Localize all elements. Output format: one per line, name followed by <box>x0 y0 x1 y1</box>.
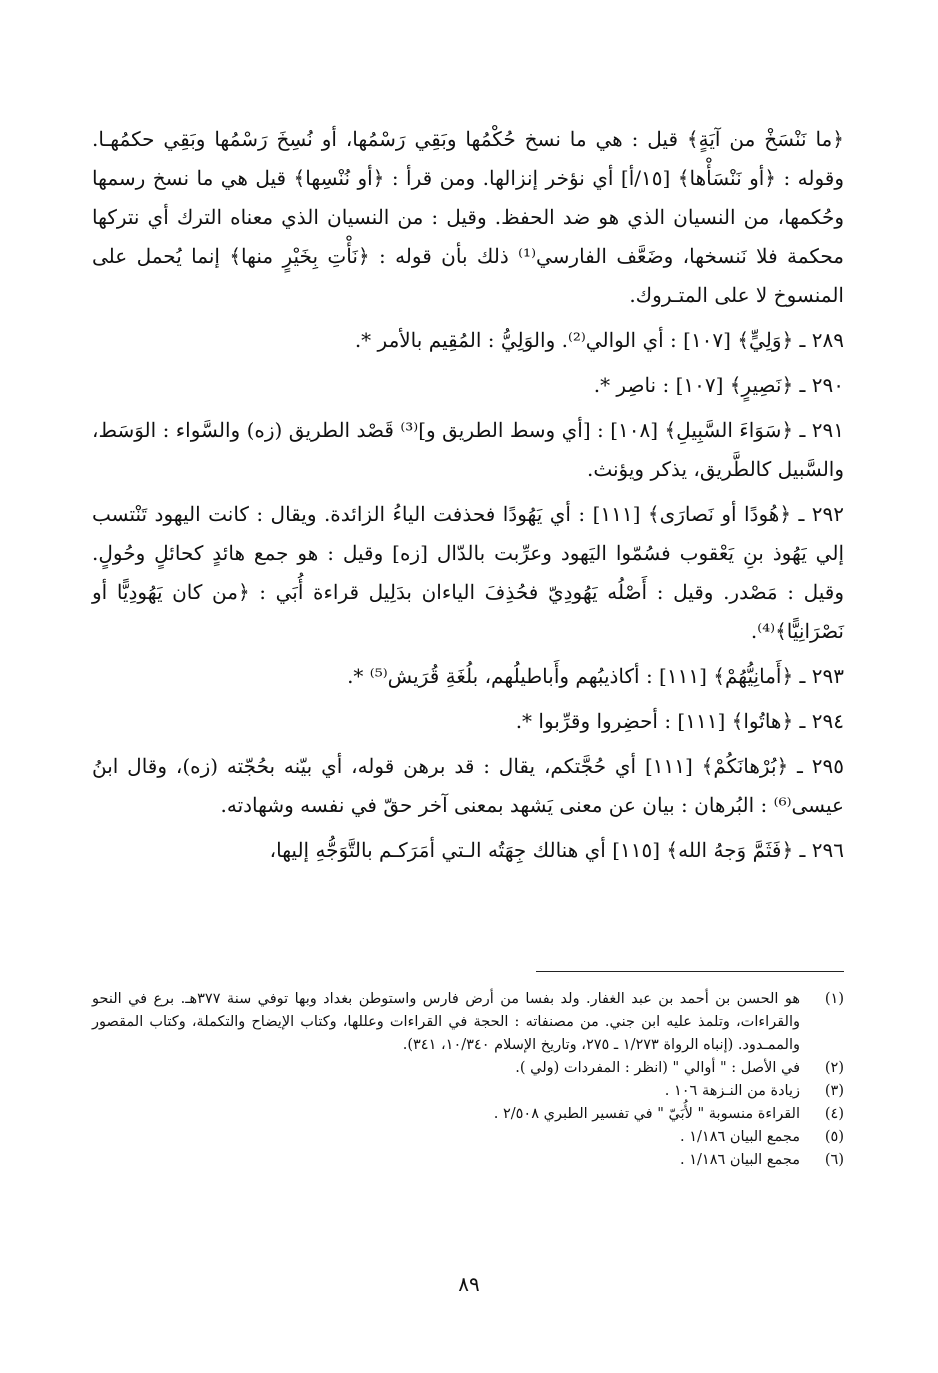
footnote-item <box>92 1126 844 1149</box>
entry-296: ٢٩٦ ـ ﴿فَثَمَّ وَجهُ الله﴾ [١١٥] أي هنالك جِهَتُه الـتي أمَرَكـم بالتَّوَجُّهِ إليها، <box>269 838 844 862</box>
footnote-text: في الأصل : " أوالي " (انظر : المفردات (ولي ). <box>515 1060 800 1076</box>
footnote-number: (٣) <box>824 1083 844 1099</box>
footnote-item <box>92 1103 844 1126</box>
footnote-item <box>92 1149 844 1172</box>
entry-295: ٢٩٥ ـ ﴿بُرْهانَكُمْ﴾ [١١١] أي حُجَّتكم، يقال : قد برهن قوله، أي بيّنه بحُجّته (زه)، وقال ابنُ عيسى⁽⁶⁾ : البُرهان : بيان عن معنى يَشهد بمعنى آخر حقّ في نفسه وشهادته. <box>92 754 844 817</box>
footnote-number: (١) <box>824 991 844 1007</box>
footnote-number: (٤) <box>824 1106 844 1122</box>
main-text <box>92 120 844 876</box>
entry-294: ٢٩٤ ـ ﴿هاتُوا﴾ [١١١] : أحضِروا وقرِّبوا *. <box>515 709 844 733</box>
entry-290: ٢٩٠ ـ ﴿نَصِيرٍ﴾ [١٠٧] : ناصِر *. <box>593 373 844 397</box>
paragraph-intro: ﴿ما نَنْسَخْ من آيَةٍ﴾ قيل : هي ما نسخ حُكْمُها وبَقِي رَسْمُها، أو نُسِخَ رَسْمُها وبَقِي حكمُهـا. وقوله : ﴿أو نَنْسَأْها﴾ [١٥/أ] أي نؤخر إنزالها. ومن قرأ : ﴿أو نُنْسِها﴾ قيل هي ما نسخ رسمها وحُكمها، من النسيان الذي هو ضد الحفظ. وقيل : من النسيان الذي معناه الترك أي نتركها محكمة فلا نَنسخها، وضَعَّف الفارسي⁽¹⁾ ذلك بأن قوله : ﴿نَأْتِ بِخَيْرٍ منها﴾ إنما يُحمل على المنسوخ لا على المتـروك. <box>92 127 844 307</box>
footnote-number: (٥) <box>824 1129 844 1145</box>
footnotes <box>92 988 844 1172</box>
footnote-item <box>92 1057 844 1080</box>
entry-292: ٢٩٢ ـ ﴿هُودًا أو نَصارَى﴾ [١١١] : أي يَهُودًا فحذفت الياءُ الزائدة. ويقال : كانت اليهود تَنْتسب إلي يَهُوذ بنِ يَعْقوب فسُمّوا اليَهود وعرِّبت بالدّال [زه] وقيل : هو جمع هائدٍ كحائلٍ وحُولٍ. وقيل : مَصْدر. وقيل : أَصْلُه يَهُودِيّ فحُذِفَ الياءان بدَلِيل قراءة أُبَي : ﴿من كان يَهُودِيًّا أو نَصْرَانِيًّا﴾⁽⁴⁾. <box>92 502 844 643</box>
footnote-item <box>92 1080 844 1103</box>
footnote-item <box>92 988 844 1057</box>
entry-291: ٢٩١ ـ ﴿سَوَاءَ السَّبِيلِ﴾ [١٠٨] : [أي وسط الطريق و]⁽³⁾ قَصْد الطريق (زه) والسَّواء : الوَسَط، والسَّبيل كالطَّريق، يذكر ويؤنث. <box>92 418 844 481</box>
footnote-number: (٦) <box>824 1152 844 1168</box>
footnote-number: (٢) <box>824 1060 844 1076</box>
entry-293: ٢٩٣ ـ ﴿أَمانِيُّهُمْ﴾ [١١١] : أكاذيبُهم وأَباطيلُهم، بلُغَةِ قُرَيش⁽⁵⁾ *. <box>347 664 844 688</box>
footnote-text: زيادة من النـزهة ١٠٦ . <box>664 1083 800 1099</box>
footnote-text: مجمع البيان ١/١٨٦ . <box>680 1129 800 1145</box>
footnote-separator <box>536 971 844 972</box>
footnote-text: هو الحسن بن أحمد بن عبد الغفار. ولد بفسا من أرض فارس واستوطن بغداد وبها توفي سنة ٣٧٧هـ. برع في النحو والقراءات، وتلمذ عليه ابن جني. من مصنفاته : الحجة في القراءات وعللها، وكتاب الإيضاح والتكملة، وكتاب المقصور والممـدود. (إنباه الرواة ١/٢٧٣ ـ ٢٧٥، وتاريخ الإسلام ١٠/٣٤٠، ٣٤١). <box>92 991 800 1053</box>
footnote-text: القراءة منسوبة " لأُبَيّ " في تفسير الطبري ٢/٥٠٨ . <box>493 1106 800 1122</box>
footnote-text: مجمع البيان ١/١٨٦ . <box>680 1152 800 1168</box>
entry-289: ٢٨٩ ـ ﴿وَلِيٍّ﴾ [١٠٧] : أي الوالي⁽²⁾. والوَلِيُّ : المُقِيم بالأمر *. <box>354 328 844 352</box>
page-number: ٨٩ <box>458 1272 480 1296</box>
